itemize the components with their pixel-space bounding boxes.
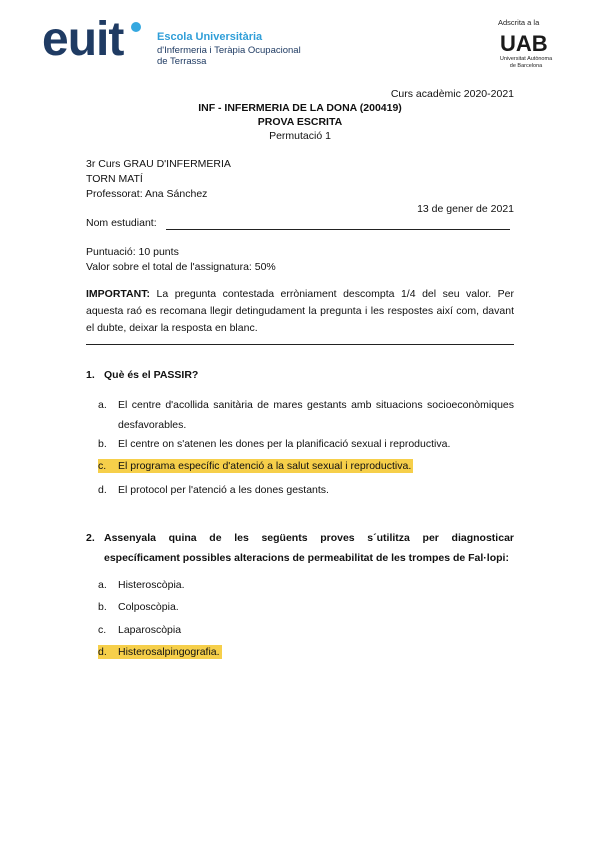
q1-option-a-text: El centre d'acollida sanitària de mares gestants amb situacions socioeconòmiques desfavorables.	[118, 399, 514, 431]
q2-option-b-letter: b.	[98, 601, 107, 613]
question-2-number: 2.	[86, 532, 95, 544]
q1-option-a-letter: a.	[98, 399, 107, 411]
q2-option-c-text: Laparoscòpia	[118, 624, 182, 636]
student-name-label: Nom estudiant:	[86, 217, 157, 229]
q1-option-c-letter: c.	[98, 460, 107, 472]
subject-title: INF - INFERMERIA DE LA DONA (200419)	[198, 102, 402, 114]
q2-option-a[interactable]	[98, 578, 185, 592]
q2-option-a-text: Histeroscòpia.	[118, 579, 185, 591]
divider	[86, 344, 514, 345]
q1-option-b-text: El centre on s'atenen les dones per la planificació sexual i reproductiva.	[118, 438, 451, 450]
school-name-line3: de Terrassa	[157, 56, 207, 67]
important-label: IMPORTANT:	[86, 288, 150, 300]
weight: Valor sobre el total de l'assignatura: 50%	[86, 261, 276, 273]
permutation: Permutació 1	[269, 130, 331, 142]
question-2-text: Assenyala quina de les següents proves s´utilitza per diagnosticar específicament possibles alteracions de permeabilitat de les trompes de Fal·lopi:	[104, 532, 514, 564]
q2-option-b-text: Colposcòpia.	[118, 601, 179, 613]
student-name-field[interactable]	[166, 229, 510, 230]
q1-option-a[interactable]	[98, 395, 514, 435]
course-name: 3r Curs GRAU D'INFERMERIA	[86, 158, 231, 170]
q1-option-b-letter: b.	[98, 438, 107, 450]
exam-type: PROVA ESCRITA	[257, 116, 343, 128]
euit-logo: euit	[42, 13, 124, 66]
svg-text:UAB: UAB	[500, 31, 548, 54]
q2-option-d-letter: d.	[98, 646, 107, 658]
q2-option-a-letter: a.	[98, 579, 107, 591]
q2-option-d-correct[interactable]	[98, 645, 222, 659]
uab-subtitle-line1: Universitat Autònoma	[499, 56, 553, 62]
q1-option-b[interactable]	[98, 437, 450, 451]
shift: TORN MATÍ	[86, 173, 143, 185]
school-name-line1: Escola Universitària	[157, 31, 263, 43]
uab-subtitle	[497, 56, 555, 69]
exam-date: 13 de gener de 2021	[417, 203, 514, 215]
important-text: La pregunta contestada erròniament descompta 1/4 del seu valor. Per aquesta raó es recomana llegir detingudament la pregunta i les respostes així com, davant el dubte, deixar la resposta en blanc.	[86, 288, 515, 334]
teacher: Professorat: Ana Sánchez	[86, 188, 208, 200]
q2-option-b[interactable]	[98, 600, 179, 614]
euit-logo-dot	[131, 22, 141, 32]
question-1-text: Què és el PASSIR?	[104, 369, 199, 381]
uab-logo	[500, 30, 550, 54]
q2-option-c-letter: c.	[98, 624, 107, 636]
course-year: Curs acadèmic 2020-2021	[390, 88, 514, 100]
question-1-number: 1.	[86, 369, 95, 381]
q2-option-d-text: Histerosalpingografia.	[118, 646, 220, 658]
important-notice	[86, 286, 514, 337]
uab-subtitle-line2: de Barcelona	[509, 62, 543, 69]
q2-option-c[interactable]	[98, 623, 181, 637]
q1-option-d-letter: d.	[98, 484, 107, 496]
q1-option-c-correct[interactable]	[98, 459, 413, 473]
q1-option-d-text: El protocol per l'atenció a les dones gestants.	[118, 484, 329, 496]
adscrita-label: Adscrita a la	[498, 18, 540, 27]
question-2	[86, 528, 514, 568]
q1-option-d[interactable]	[98, 483, 329, 497]
question-1	[86, 368, 198, 382]
score: Puntuació: 10 punts	[86, 246, 179, 258]
school-name-line2: d'Infermeria i Teràpia Ocupacional	[157, 45, 301, 56]
q1-option-c-text: El programa específic d'atenció a la salut sexual i reproductiva.	[118, 460, 412, 472]
